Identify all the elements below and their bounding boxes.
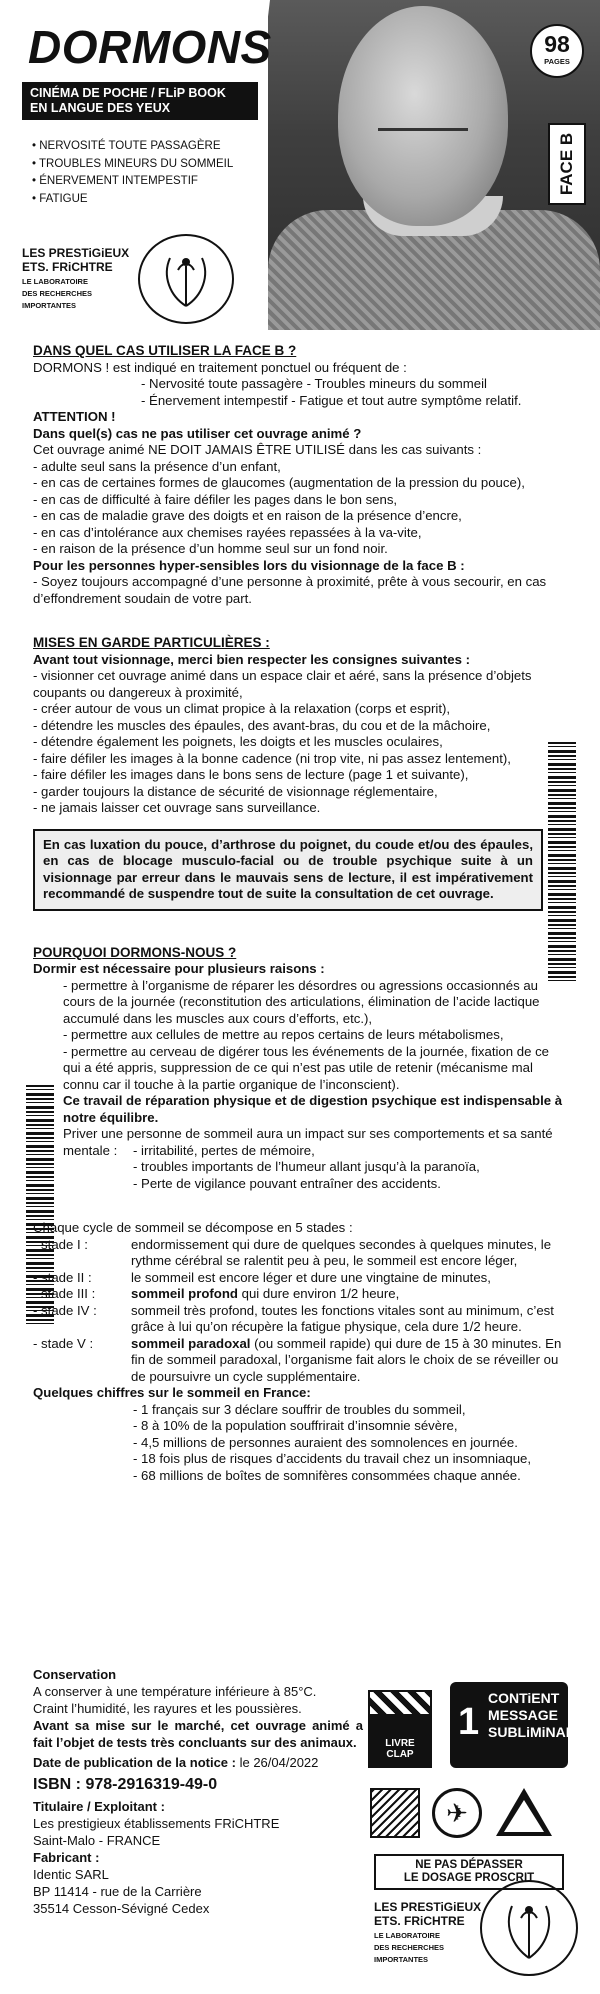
labo-sub-3: IMPORTANTES bbox=[22, 301, 77, 310]
subheading: Pour les personnes hyper-sensibles lors du visionnage de la face B : bbox=[33, 557, 465, 573]
date-label: Date de publication de la notice : bbox=[33, 1755, 236, 1770]
labo-name-1: LES PRESTiGiEUX bbox=[374, 1900, 482, 1914]
paragraph: Chaque cycle de sommeil se décompose en 5 stades : bbox=[33, 1220, 353, 1235]
labo-name-2: ETS. FRiCHTRE bbox=[22, 260, 113, 274]
reason-item: - permettre à l’organisme de réparer les désordres ou agressions occasionnés au cours de la journée (reconstitution des articulations, élimination de l’acide lactique accumulé dans les muscles aux cours d’efforts, etc.), bbox=[63, 977, 540, 1026]
warning-box: En cas luxation du pouce, d’arthrose du poignet, du coude et/ou des épaules, en cas de blocage musculo-facial ou de trouble psychique suite à un visionnage par erreur dans le mauvais sens de lecture, il est impérativement recommandé de suspendre tout de suite la consultation de cet ouvrage. bbox=[33, 829, 543, 911]
subtitle-line-2: EN LANGUE DES YEUX bbox=[30, 101, 171, 115]
fabricant-line: 35514 Cesson-Sévigné Cedex bbox=[33, 1901, 210, 1916]
mental-item: - troubles importants de l’humeur allant jusqu’à la paranoïa, bbox=[133, 1159, 480, 1174]
labo-sub-1: LE LABORATOIRE bbox=[374, 1931, 440, 1940]
stage-bold: sommeil paradoxal bbox=[131, 1335, 251, 1351]
spacer bbox=[33, 1192, 566, 1220]
stage-rest: qui dure environ 1/2 heure, bbox=[237, 1286, 400, 1301]
attention-label: ATTENTION ! bbox=[33, 409, 116, 424]
conservation-line: Craint l’humidité, les rayures et les poussières. bbox=[33, 1701, 302, 1716]
subliminal-line: MESSAGE bbox=[488, 1707, 559, 1723]
spacer bbox=[33, 911, 566, 945]
pages-number: 98 bbox=[544, 31, 570, 57]
cycle-warning-icon bbox=[496, 1788, 552, 1836]
subtitle-line-1: CINÉMA DE POCHE / FLiP BOOK bbox=[30, 86, 226, 100]
no-plane-icon: ✈ bbox=[432, 1788, 482, 1838]
stats-list bbox=[33, 1402, 566, 1485]
stage-label: - stade II : bbox=[33, 1269, 92, 1285]
stage-text: sommeil très profond, toutes les fonctions vitales sont au minimum, c’est grâce à lui qu’on récupère la fatigue physique, cela dure 1/2 heure. bbox=[131, 1302, 554, 1334]
pages-label: PAGES bbox=[544, 57, 570, 66]
subheading: Quelques chiffres sur le sommeil en France: bbox=[33, 1385, 311, 1400]
face-label bbox=[548, 123, 586, 205]
header bbox=[0, 0, 600, 330]
labo-sub-2: DES RECHERCHES bbox=[22, 289, 93, 298]
fabricant-label: Fabricant : bbox=[33, 1850, 100, 1865]
fabricant-line: BP 11414 - rue de la Carrière bbox=[33, 1884, 202, 1899]
stat-item: - 4,5 millions de personnes auraient des somnolences en journée. bbox=[133, 1434, 518, 1450]
subliminal-number: 1 bbox=[458, 1701, 480, 1743]
date-value: le 26/04/2022 bbox=[235, 1755, 319, 1770]
indication-line: - Énervement intempestif - Fatigue et tout autre symptôme relatif. bbox=[141, 392, 522, 408]
subheading: Avant tout visionnage, merci bien respecter les consignes suivantes : bbox=[33, 651, 471, 667]
stage-rest: (ou sommeil rapide) qui dure de 15 à 30 minutes. En fin de sommeil paradoxal, l’organisme fait alors le choix de se réveiller ou de poursuivre un cycle supplémentaire. bbox=[131, 1335, 562, 1384]
titulaire-label: Titulaire / Exploitant : bbox=[33, 1799, 165, 1814]
section-heading: POURQUOI DORMONS-NOUS ? bbox=[33, 944, 237, 960]
stat-item: - 68 millions de boîtes de somnifères consommées chaque année. bbox=[133, 1467, 521, 1483]
closed-eyes bbox=[378, 128, 468, 134]
conservation-line: A conserver à une température inférieure à 85°C. bbox=[33, 1684, 317, 1699]
pages-badge bbox=[530, 24, 584, 78]
reason-item: - permettre aux cellules de mettre au repos certains de leurs métabolismes, bbox=[63, 1027, 504, 1042]
case-item: - en cas de difficulté à faire défiler les pages dans le bon sens, bbox=[33, 491, 398, 507]
symptom-item: • TROUBLES MINEURS DU SOMMEIL bbox=[32, 156, 233, 174]
clapper-icon bbox=[370, 1692, 430, 1714]
labo-sub-3: IMPORTANTES bbox=[374, 1955, 429, 1964]
symptoms-list bbox=[32, 138, 233, 208]
publication-date bbox=[33, 1754, 363, 1771]
labo-name-2: ETS. FRiCHTRE bbox=[374, 1914, 465, 1928]
fabricant-line: Identic SARL bbox=[33, 1867, 109, 1882]
spacer bbox=[33, 607, 566, 635]
subliminal-line: SUBLiMiNAL bbox=[488, 1724, 575, 1740]
man-head bbox=[338, 6, 508, 226]
dosage-line: LE DOSAGE PROSCRIT bbox=[403, 1872, 535, 1884]
stage-label: - stade III : bbox=[33, 1286, 96, 1301]
symptom-item: • FATIGUE bbox=[32, 191, 233, 209]
mental-row bbox=[63, 1143, 566, 1160]
labo-sub-1: LE LABORATOIRE bbox=[22, 277, 88, 286]
paragraph: - Soyez toujours accompagné d’une personne à proximité, prête à vous secourir, en cas d’effondrement soudain de votre part. bbox=[33, 574, 547, 606]
symptom-item: • ÉNERVEMENT INTEMPESTIF bbox=[32, 173, 233, 191]
stage-bold: sommeil profond bbox=[131, 1286, 238, 1301]
subliminal-line: CONTiENT bbox=[488, 1690, 560, 1706]
clap-line-2: CLAP bbox=[386, 1749, 414, 1760]
stat-item: - 1 français sur 3 déclare souffrir de troubles du sommeil, bbox=[133, 1401, 466, 1417]
dosage-line: NE PAS DÉPASSER bbox=[415, 1859, 523, 1871]
case-item: - en raison de la présence d’un homme seul sur un fond noir. bbox=[33, 541, 388, 556]
stage-text bbox=[131, 1336, 566, 1386]
subheading: Dormir est nécessaire pour plusieurs raisons : bbox=[33, 961, 325, 976]
labo-name-1: LES PRESTiGiEUX bbox=[22, 246, 130, 260]
stage-text: le sommeil est encore léger et dure une vingtaine de minutes, bbox=[131, 1269, 491, 1285]
tests-note: Avant sa mise sur le marché, cet ouvrage animé a fait l’objet de tests très concluants sur des animaux. bbox=[33, 1718, 363, 1750]
reason-item: - permettre au cerveau de digérer tous les événements de la journée, fixation de ce qui a été appris, suppression de ce qui n’est pas utile de retenir (mécanisme mal connu car il touche à la partie organique de l’inconscient). bbox=[63, 1043, 550, 1092]
case-item: - en cas de certaines formes de glaucomes (augmentation de la pression du pouce), bbox=[33, 475, 525, 490]
symptom-item: • NERVOSITÉ TOUTE PASSAGÈRE bbox=[32, 138, 233, 156]
subtitle-bar bbox=[22, 82, 258, 120]
page-title: DORMONS bbox=[28, 21, 272, 73]
warning-item: - ne jamais laisser cet ouvrage sans surveillance. bbox=[33, 800, 321, 815]
stage-text bbox=[131, 1286, 566, 1303]
peacock-emblem-icon bbox=[138, 234, 234, 324]
clap-line-1: LIVRE bbox=[385, 1738, 415, 1749]
stat-item: - 8 à 10% de la population souffrirait d’insomnie sévère, bbox=[133, 1418, 458, 1433]
stage-label: - stade I : bbox=[33, 1236, 88, 1252]
footer-info bbox=[33, 1666, 363, 1917]
stages-table bbox=[33, 1237, 566, 1386]
case-item: - en cas d’intolérance aux chemises rayées repassées à la va-vite, bbox=[33, 524, 422, 540]
section-warnings bbox=[33, 635, 543, 911]
section-heading: MISES EN GARDE PARTICULIÈRES : bbox=[33, 635, 270, 650]
isbn: ISBN : 978-2916319-49-0 bbox=[33, 1776, 218, 1793]
warning-item: - visionner cet ouvrage animé dans un espace clair et aéré, sans la présence d’objets coupants ou dangereux à proximité, bbox=[33, 668, 532, 700]
titulaire-line: Les prestigieux établissements FRiCHTRE bbox=[33, 1816, 280, 1831]
stage-text: endormissement qui dure de quelques secondes à quelques minutes, le rythme cérébral se ralentit peu à peu, le sommeil est encore léger, bbox=[131, 1236, 552, 1268]
labo-logo-text-footer bbox=[374, 1900, 481, 1964]
subliminal-text bbox=[488, 1690, 574, 1741]
paragraph: Cet ouvrage animé NE DOIT JAMAIS ÊTRE UTILISÉ dans les cas suivants : bbox=[33, 442, 482, 457]
warning-item: - détendre les muscles des épaules, des avant-bras, du cou et de la mâchoire, bbox=[33, 717, 491, 733]
question: Dans quel(s) cas ne pas utiliser cet ouvrage animé ? bbox=[33, 425, 362, 441]
section-heading: DANS QUEL CAS UTILISER LA FACE B ? bbox=[33, 343, 297, 358]
livre-clap-badge bbox=[368, 1690, 432, 1768]
paragraph: Priver une personne de sommeil aura un impact sur ses comportements et sa santé bbox=[63, 1126, 553, 1141]
notice-body bbox=[33, 343, 566, 1484]
subliminal-badge bbox=[450, 1682, 575, 1768]
mental-item: - Perte de vigilance pouvant entraîner des accidents. bbox=[133, 1175, 441, 1191]
stat-item: - 18 fois plus de risques d’accidents du travail chez un insomniaque, bbox=[133, 1451, 532, 1466]
peacock-emblem-icon bbox=[480, 1880, 578, 1976]
humidity-icon bbox=[370, 1788, 420, 1838]
reasons-block bbox=[33, 978, 566, 1193]
mental-item: - irritabilité, pertes de mémoire, bbox=[133, 1142, 315, 1158]
warning-item: - faire défiler les images dans le bons sens de lecture (page 1 et suivante), bbox=[33, 767, 469, 782]
warning-item: - détendre également les poignets, les doigts et les muscles oculaires, bbox=[33, 734, 443, 749]
labo-sub-2: DES RECHERCHES bbox=[374, 1943, 445, 1952]
warning-item: - faire défiler les images à la bonne cadence (ni trop vite, ni pas assez lentement), bbox=[33, 750, 511, 766]
case-item: - adulte seul sans la présence d’un enfant, bbox=[33, 458, 281, 474]
titulaire-line: Saint-Malo - FRANCE bbox=[33, 1833, 161, 1848]
case-item: - en cas de maladie grave des doigts et en raison de la présence d’encre, bbox=[33, 508, 462, 523]
paragraph: DORMONS ! est indiqué en traitement ponctuel ou fréquent de : bbox=[33, 359, 407, 375]
warning-item: - créer autour de vous un climat propice à la relaxation (corps et esprit), bbox=[33, 701, 451, 716]
warning-item: - garder toujours la distance de sécurité de visionnage réglementaire, bbox=[33, 783, 438, 799]
conservation-heading: Conservation bbox=[33, 1667, 117, 1682]
reason-bold: Ce travail de réparation physique et de digestion psychique est indispensable à notre équilibre. bbox=[63, 1093, 563, 1125]
stage-label: - stade V : bbox=[33, 1335, 94, 1351]
mental-label: mentale : bbox=[63, 1142, 118, 1158]
labo-logo-text bbox=[22, 246, 129, 310]
stage-label: - stade IV : bbox=[33, 1302, 97, 1318]
face-text: FACE B bbox=[557, 132, 576, 196]
indication-line: - Nervosité toute passagère - Troubles mineurs du sommeil bbox=[141, 376, 487, 391]
